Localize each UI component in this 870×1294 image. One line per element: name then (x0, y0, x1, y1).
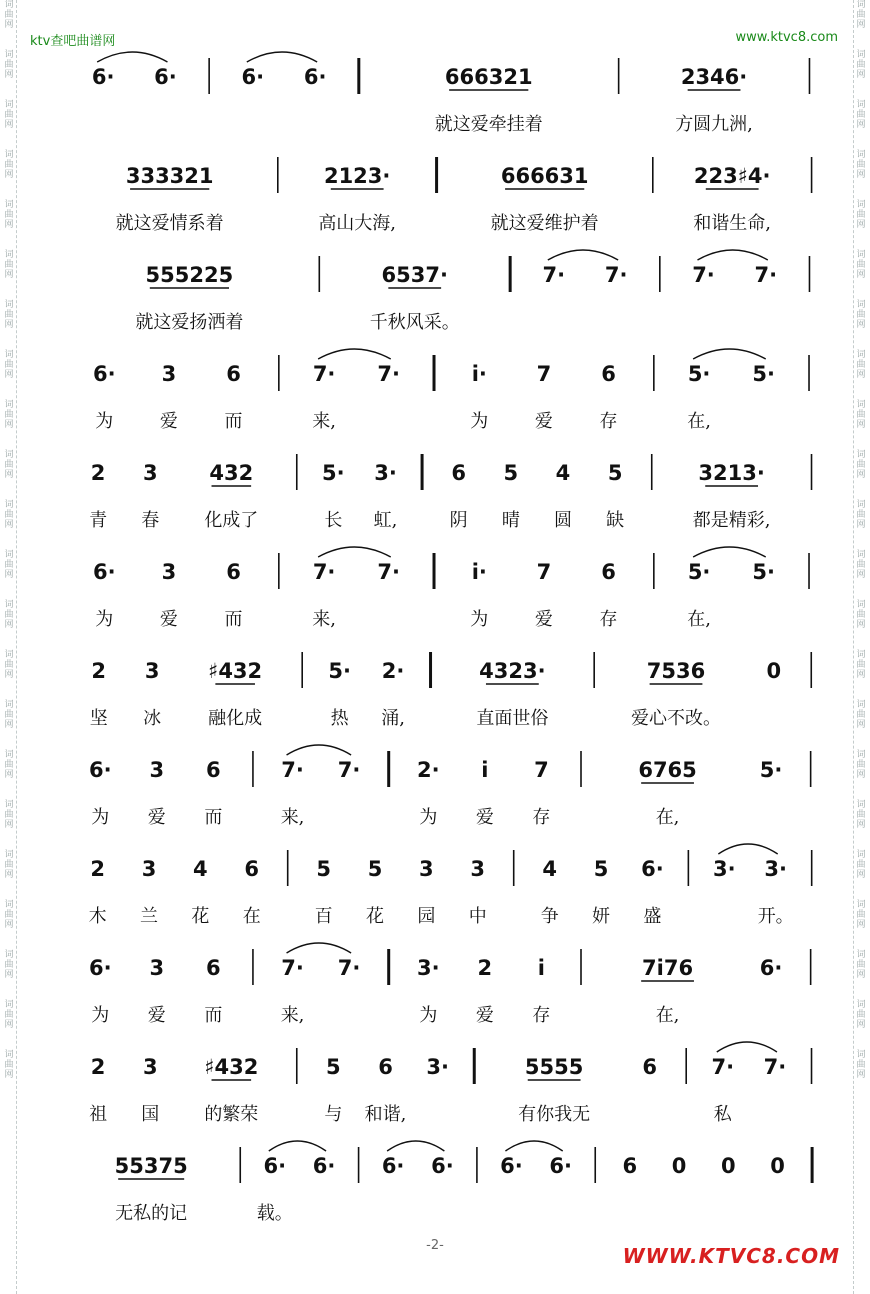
note-token: 2 (90, 1055, 106, 1079)
note-token: 2 (91, 659, 107, 683)
lyric-text: 和谐生命, (693, 213, 772, 234)
note-token: 7· (542, 263, 566, 287)
lyric-text: 木 (88, 906, 107, 927)
tie-arc (318, 349, 391, 359)
lyric-text: 为 (91, 1005, 110, 1026)
note-token: i· (471, 560, 487, 584)
lyric-text: 爱 (147, 807, 166, 828)
lyric-text: 涌, (381, 708, 405, 729)
note-token: 3 (149, 956, 165, 980)
note-token: 55375 (114, 1154, 188, 1178)
note-token: 5· (752, 560, 776, 584)
lyric-text: 爱 (534, 411, 553, 432)
note-token: 5· (759, 758, 783, 782)
note-token: 2· (417, 758, 440, 782)
tie-arc (97, 52, 167, 62)
note-token: 7· (312, 560, 336, 584)
tie-arc (287, 745, 352, 755)
lyric-text: 为 (419, 807, 438, 828)
left-watermark-strip: 词 曲 网 词 曲 网 词 曲 网 词 曲 网 词 曲 网 词 曲 网 词 曲 网 词 曲 网 词 曲 网 词 曲 网 词 曲 网 词 曲 网 词 曲 网 词 曲 网 词 曲 网 词 曲 网 词 曲 网 词 曲 网 词 曲 网 词 曲 网 词 曲 网 词 曲 网 (2, 0, 17, 1294)
note-token: 432 (209, 461, 254, 485)
note-token: 0 (766, 659, 782, 683)
note-token: 7· (754, 263, 778, 287)
note-token: 6 (226, 362, 241, 386)
lyric-text: 冰 (143, 708, 162, 729)
note-token: 6537· (381, 263, 448, 287)
note-token: 3 (419, 857, 434, 881)
lyric-text: 私 (713, 1104, 732, 1125)
note-token: 3213· (698, 461, 765, 485)
note-token: 6 (244, 857, 260, 881)
note-token: 4 (542, 857, 558, 881)
note-token: 6· (93, 362, 116, 386)
tie-arc (693, 547, 766, 557)
lyric-text: 就这爱维护着 (490, 213, 599, 234)
lyric-text: 在 (242, 906, 261, 927)
site-header-left[interactable]: ktv查吧曲谱网 (30, 34, 116, 49)
lyric-text: 爱 (159, 411, 178, 432)
note-token: 2· (381, 659, 405, 683)
note-token: 6· (641, 857, 664, 881)
note-token: 7· (281, 956, 304, 980)
lyric-text: 就这爱扬洒着 (135, 312, 244, 333)
lyric-text: 热 (330, 708, 349, 729)
note-token: 6· (88, 956, 112, 980)
lyric-text: 兰 (140, 906, 159, 927)
note-token: 5 (367, 857, 383, 881)
lyric-text: 有你我无 (518, 1104, 591, 1125)
lyric-text: 长 (324, 510, 343, 531)
note-token: 5 (316, 857, 331, 881)
note-token: 3 (142, 461, 158, 485)
note-token: 6· (312, 1154, 336, 1178)
note-token: 3 (470, 857, 486, 881)
lyric-text: 爱 (475, 1005, 494, 1026)
lyric-text: 开。 (757, 906, 794, 927)
tie-arc (718, 844, 777, 854)
note-token: 6 (378, 1055, 393, 1079)
note-token: 5· (752, 362, 776, 386)
tie-arc (505, 1141, 562, 1151)
note-token: 6 (642, 1055, 657, 1079)
tie-arc (717, 1042, 777, 1052)
lyric-text: 中 (468, 906, 487, 927)
lyric-text: 而 (204, 807, 223, 828)
note-token: 6· (263, 1154, 287, 1178)
note-token: 6 (601, 560, 616, 584)
lyric-text: 为 (91, 807, 110, 828)
note-token: 3· (426, 1055, 449, 1079)
lyric-text: 而 (224, 609, 243, 630)
tie-arc (387, 1141, 444, 1151)
lyric-text: 坚 (89, 708, 108, 729)
note-token: 3 (142, 1055, 158, 1079)
lyric-text: 来, (280, 807, 305, 828)
note-token: 6· (500, 1154, 523, 1178)
note-token: 0 (720, 1154, 736, 1178)
lyric-text: 为 (470, 609, 489, 630)
tie-arc (269, 1141, 326, 1151)
note-token: 4323· (479, 659, 546, 683)
lyric-text: 爱 (534, 609, 553, 630)
note-token: 3 (161, 362, 177, 386)
note-token: 7· (763, 1055, 787, 1079)
note-token: 3· (417, 956, 440, 980)
lyric-text: 爱 (475, 807, 494, 828)
note-token: 0 (671, 1154, 687, 1178)
lyric-text: 在, (687, 411, 711, 432)
lyric-text: 妍 (592, 906, 611, 927)
note-token: ♯432 (204, 1055, 259, 1079)
note-token: 7· (604, 263, 628, 287)
note-token: 5 (503, 461, 519, 485)
note-token: 7· (281, 758, 304, 782)
note-token: 666321 (444, 65, 533, 89)
note-token: 6· (91, 65, 115, 89)
lyric-text: 阴 (449, 510, 468, 531)
lyric-text: 直面世俗 (476, 708, 549, 729)
note-token: 4 (555, 461, 571, 485)
note-token: 666631 (500, 164, 589, 188)
note-token: i (481, 758, 489, 782)
lyric-text: 来, (280, 1005, 305, 1026)
note-token: 6· (93, 560, 116, 584)
note-token: 2123· (323, 164, 391, 188)
note-token: 5555 (524, 1055, 584, 1079)
lyric-text: 爱 (147, 1005, 166, 1026)
note-token: 3· (764, 857, 787, 881)
tie-arc (318, 547, 391, 557)
note-token: 0 (770, 1154, 785, 1178)
lyric-text: 的繁荣 (204, 1104, 259, 1125)
lyric-text: 爱 (159, 609, 178, 630)
lyric-text: 盛 (643, 906, 662, 927)
note-token: 5 (607, 461, 623, 485)
note-token: 5· (687, 560, 711, 584)
lyric-text: 高山大海, (318, 213, 397, 234)
tie-arc (693, 349, 766, 359)
note-token: 5· (322, 461, 345, 485)
note-token: 223♯4· (693, 164, 771, 188)
footer-site-logo[interactable]: WWW.KTVC8.COM (622, 1244, 840, 1268)
note-token: 5· (328, 659, 351, 683)
note-token: 7· (337, 956, 361, 980)
note-token: 7· (377, 560, 401, 584)
right-watermark-strip: 词 曲 网 词 曲 网 词 曲 网 词 曲 网 词 曲 网 词 曲 网 词 曲 网 词 曲 网 词 曲 网 词 曲 网 词 曲 网 词 曲 网 词 曲 网 词 曲 网 词 曲 网 词 曲 网 词 曲 网 词 曲 网 词 曲 网 词 曲 网 词 曲 网 词 曲 网 (853, 0, 868, 1294)
lyric-text: 在, (655, 1005, 680, 1026)
lyric-text: 为 (470, 411, 489, 432)
page-number: -2- (426, 1238, 444, 1253)
note-token: 7536 (646, 659, 706, 683)
note-token: 7· (377, 362, 401, 386)
lyric-text: 来, (312, 411, 336, 432)
lyric-text: 在, (655, 807, 680, 828)
note-token: 6· (431, 1154, 454, 1178)
lyric-text: 存 (532, 807, 551, 828)
lyric-text: 国 (141, 1104, 160, 1125)
lyric-text: 在, (687, 609, 711, 630)
note-token: 6 (601, 362, 616, 386)
lyric-text: 都是精彩, (692, 510, 771, 531)
note-token: 7 (536, 362, 552, 386)
lyric-text: 而 (204, 1005, 223, 1026)
note-token: 3 (149, 758, 165, 782)
note-token: 5· (687, 362, 711, 386)
note-token: 3 (141, 857, 157, 881)
note-token: 2 (90, 857, 105, 881)
lyric-text: 春 (141, 510, 160, 531)
lyric-text: 载。 (256, 1203, 293, 1224)
lyric-text: 祖 (89, 1104, 108, 1125)
lyric-text: 存 (532, 1005, 551, 1026)
lyric-text: 花 (191, 906, 210, 927)
lyric-text: 就这爱牵挂着 (434, 114, 543, 135)
note-token: 2346· (680, 65, 748, 89)
lyric-text: 园 (417, 906, 436, 927)
lyric-text: 缺 (606, 510, 625, 531)
lyric-text: 和谐, (364, 1104, 407, 1125)
lyric-text: 圆 (553, 510, 572, 531)
note-token: 6 (206, 758, 221, 782)
lyric-text: 来, (312, 609, 336, 630)
tie-arc (548, 250, 618, 260)
site-header-right[interactable]: www.ktvc8.com (735, 30, 838, 45)
note-token: 7· (692, 263, 715, 287)
lyric-text: 百 (314, 906, 333, 927)
note-token: ♯432 (208, 659, 263, 683)
note-token: 7· (337, 758, 361, 782)
lyric-text: 虹, (373, 510, 398, 531)
note-token: 6 (226, 560, 241, 584)
lyric-text: 化成了 (204, 510, 259, 531)
note-token: 7· (711, 1055, 735, 1079)
note-token: 3· (374, 461, 397, 485)
lyric-text: 千秋风采。 (369, 312, 460, 333)
lyric-text: 花 (366, 906, 385, 927)
lyric-text: 融化成 (208, 708, 263, 729)
lyric-text: 而 (224, 411, 243, 432)
lyric-text: 为 (419, 1005, 438, 1026)
lyric-text: 晴 (501, 510, 520, 531)
lyric-text: 为 (95, 609, 114, 630)
note-token: 6 (622, 1154, 638, 1178)
note-token: 3· (713, 857, 736, 881)
note-token: 4 (193, 857, 208, 881)
tie-arc (287, 943, 352, 953)
lyric-text: 青 (89, 510, 108, 531)
note-token: 333321 (125, 164, 214, 188)
note-token: i· (471, 362, 487, 386)
note-token: 6· (241, 65, 265, 89)
tie-arc (697, 250, 767, 260)
note-token: 3 (144, 659, 160, 683)
lyric-text: 存 (599, 609, 618, 630)
note-token: 6· (759, 956, 783, 980)
lyric-text: 无私的记 (115, 1203, 188, 1224)
note-token: 6· (154, 65, 177, 89)
lyric-text: 争 (540, 906, 559, 927)
note-token: 6· (381, 1154, 405, 1178)
tie-arc (247, 52, 317, 62)
note-token: 6 (451, 461, 466, 485)
note-token: 6765 (638, 758, 697, 782)
lyric-text: 爱心不改。 (631, 708, 722, 729)
lyric-text: 方圆九洲, (675, 114, 753, 135)
lyric-text: 就这爱情系着 (115, 213, 224, 234)
note-token: 5 (326, 1055, 341, 1079)
note-token: 2 (90, 461, 106, 485)
note-token: 7 (534, 758, 549, 782)
note-token: 2 (477, 956, 493, 980)
note-token: 7i76 (642, 956, 694, 980)
note-token: 7· (312, 362, 336, 386)
note-token: 6· (88, 758, 112, 782)
note-token: 3 (161, 560, 177, 584)
lyric-text: 为 (95, 411, 114, 432)
note-token: 6· (549, 1154, 573, 1178)
note-token: 6· (303, 65, 327, 89)
lyric-text: 与 (324, 1104, 343, 1125)
note-token: 555225 (145, 263, 234, 287)
lyric-text: 存 (599, 411, 618, 432)
note-token: 7 (536, 560, 552, 584)
note-token: i (537, 956, 545, 980)
note-token: 6 (206, 956, 221, 980)
note-token: 5 (593, 857, 609, 881)
